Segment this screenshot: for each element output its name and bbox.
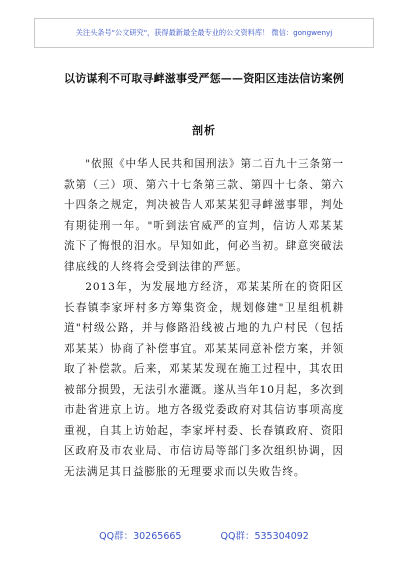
paragraph: "依照《中华人民共和国刑法》第二百九十三条第一款第（三）项、第六十七条第三款、第四十七条、第六十四条之规定，判决被告人邓某某犯寻衅滋事罪，判处有期徒刑一年。"听到法官威严的宣判，信访人邓某某流下了悔恨的泪水。早知如此，何必当初。肆意突破法律底线的人终将会受到法律的严惩。 (64, 158, 344, 273)
footer (0, 528, 408, 542)
paragraph: 2013年，为发展地方经济，邓某某所在的资阳区长春镇李家坪村多方筹集资金，规划修建"卫星组机耕道"村级公路，并与修路沿线被占地的九户村民（包括邓某某）协商了补偿事宜。邓某某同意补偿方案，并领取了补偿款。后来，邓某某发现在施工过程中，其农田被部分损毁，无法引水灌溉。遂从当年10月起，多次到市赴省进京上访。地方各级党委政府对其信访事项高度重视，自其上访始起，李家坪村委、长春镇政府、资阳区政府及市农业局、市信访局等部门多次组织协调，因无法满足其日益膨胀的无理要求而以失败告终。 (64, 281, 344, 478)
header-banner-text: 关注头条号"公文研究"，获得最新最全最专业的公文资料库！ 微信：gongwenyj (75, 28, 333, 37)
footer-qq-group-1: QQ群：30265665 (99, 531, 182, 542)
header-banner (34, 18, 374, 48)
document-subtitle: 剖析 (192, 124, 216, 137)
document-body (64, 154, 344, 482)
footer-qq-group-2: QQ群：535304092 (220, 531, 309, 542)
document-title: 以访谋利不可取寻衅滋事受严惩——资阳区违法信访案例 (64, 72, 344, 85)
